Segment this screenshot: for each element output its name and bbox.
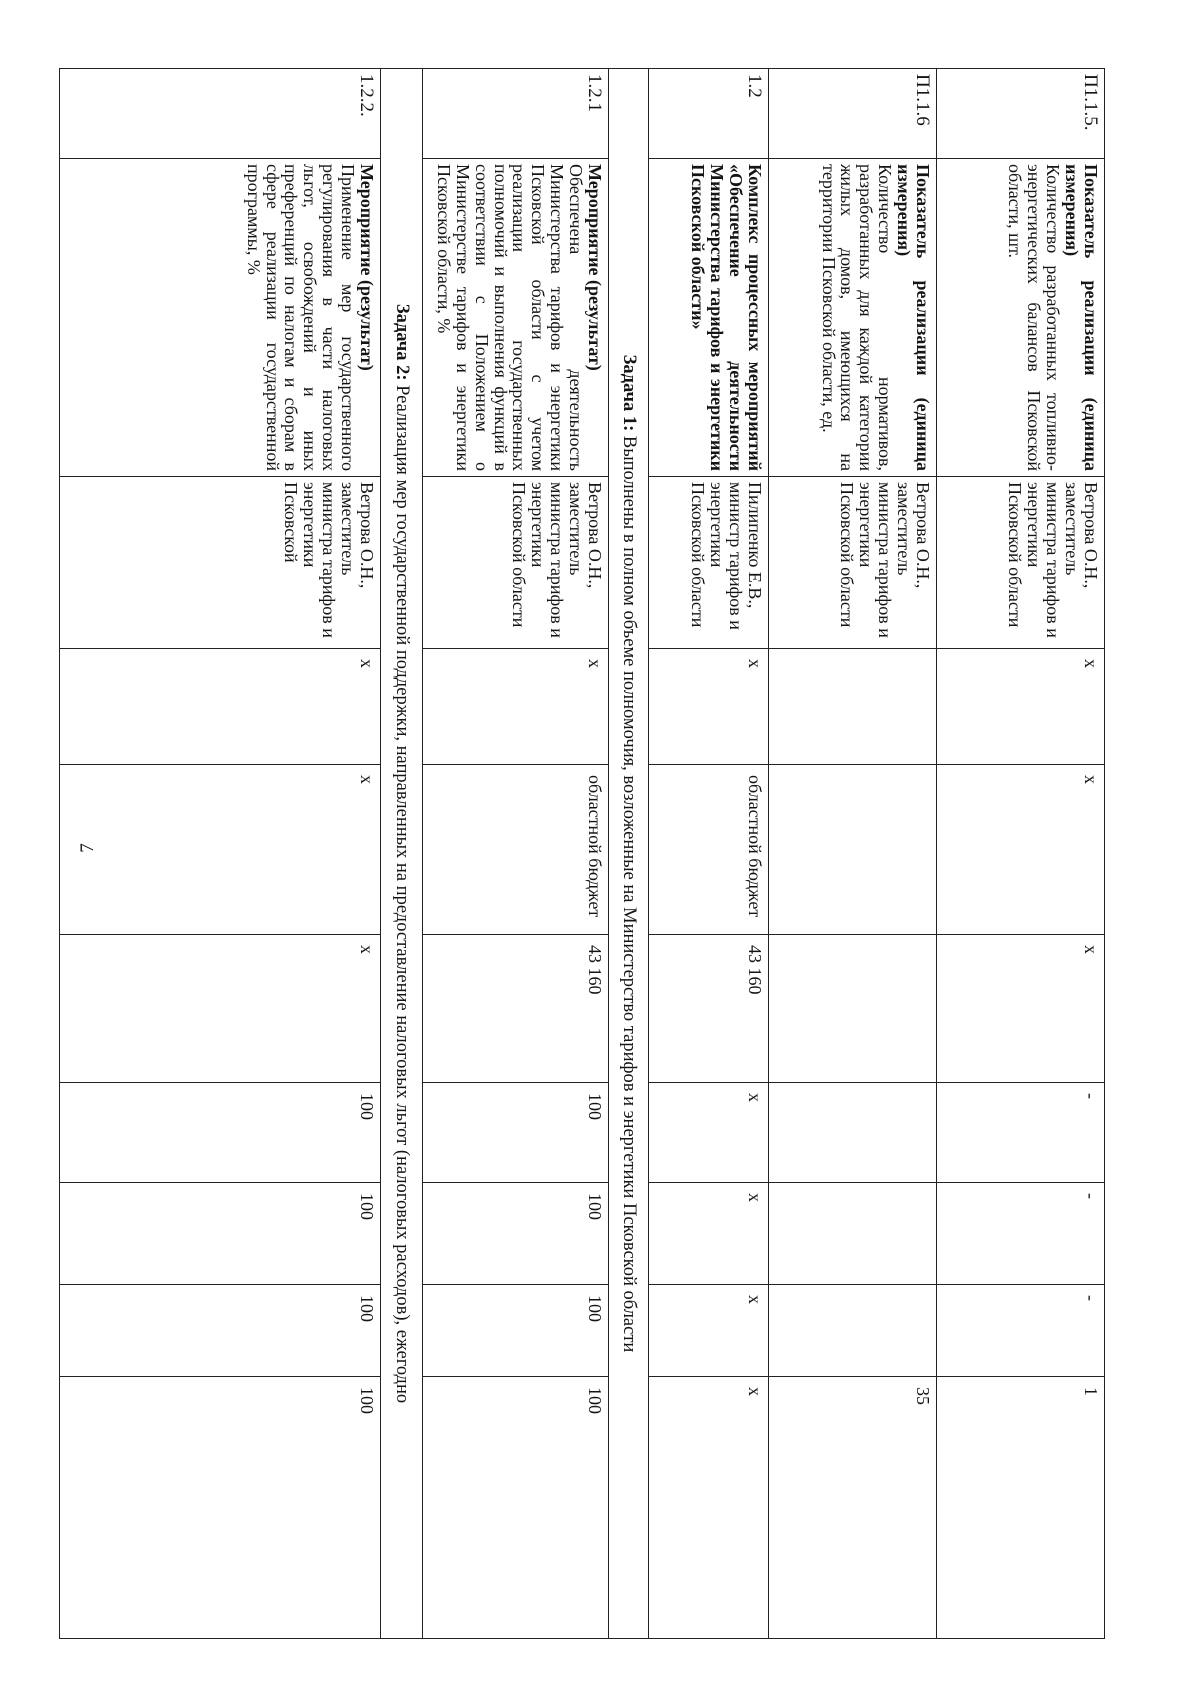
row-title: Комплекс процессных мероприятий «Обеспечение деятельности Министерства тарифов и энергетики Псковской области» [688,164,765,471]
cell-value: х [649,1083,769,1183]
cell-value [769,649,937,765]
row-description [937,159,1105,477]
table-row [937,69,1105,1639]
row-description [60,159,381,477]
cell-value: - [937,1083,1105,1183]
row-number: П1.1.5. [937,69,1105,159]
task-label: Задача 2: [392,303,413,381]
responsible-cell: Ветрова О.Н., заместитель министра тарифов и энергетики Псковской [60,477,381,649]
cell-value [769,935,937,1083]
cell-value [769,1285,937,1377]
cell-value: 100 [60,1285,381,1377]
cell-value [769,1083,937,1183]
cell-value: областной бюджет [649,765,769,935]
row-number: П1.1.6 [769,69,937,159]
cell-value: х [423,649,609,765]
cell-value: 100 [423,1285,609,1377]
cell-value: х [937,765,1105,935]
cell-value: - [937,1285,1105,1377]
row-description [769,159,937,477]
row-text: Количество разработанных топливно-энергетических балансов Псковской области, шт. [1005,164,1064,471]
cell-value: х [649,1183,769,1285]
table-row [60,69,381,1639]
task-label: Задача 1: [619,354,640,432]
cell-value: 100 [60,1183,381,1285]
cell-value: 35 [769,1377,937,1639]
cell-value: х [937,935,1105,1083]
row-title: Мероприятие (результат) [357,164,377,371]
row-number: 1.2.1 [423,69,609,159]
cell-value: 100 [423,1377,609,1639]
cell-value: х [649,1285,769,1377]
responsible-cell: Ветрова О.Н., заместитель министра тарифов и энергетики Псковской области [423,477,609,649]
cell-value: х [60,649,381,765]
row-text: Количество нормативов, разработанных для каждой категории жилых домов, имеющихся на территории Псковской области, ед. [818,164,896,471]
cell-value: 1 [937,1377,1105,1639]
row-title: Мероприятие (результат) [585,164,605,371]
task-row [381,69,423,1639]
row-number: 1.2 [649,69,769,159]
cell-value: 43 160 [423,935,609,1083]
document-table-rotated [60,68,1105,1578]
task-text: Реализация мер государственной поддержки, направленных на предоставление налоговых льгот (налоговых расходов), ежегодно [392,380,413,1404]
cell-value: 43 160 [649,935,769,1083]
row-title: Показатель реализации (единица измерения) [1062,164,1101,471]
program-table [59,68,1105,1639]
row-title: Показатель реализации (единица измерения) [894,164,933,471]
cell-value: 100 [60,1377,381,1639]
table-row [423,69,609,1639]
cell-value: х [649,649,769,765]
responsible-cell: Ветрова О.Н., заместитель министра тарифов и энергетики Псковской области [937,477,1105,649]
table-row [769,69,937,1639]
task-row [609,69,649,1639]
task-text: Выполнены в полном объеме полномочия, возложенные на Министерство тарифов и энергетики Псковской области [619,431,640,1353]
page-number: 7 [77,843,98,853]
cell-value: 100 [423,1183,609,1285]
cell-value: - [937,1183,1105,1285]
cell-value: х [60,935,381,1083]
row-text: Обеспечена деятельность Министерства тарифов и энергетики Псковской области с учетом реализации государственных полномочий и выполнения функций в соответствии с Положением о Министерстве тарифов и энергетики Псковской области, % [433,164,587,471]
responsible-cell: Ветрова О.Н., заместитель министра тарифов и энергетики Псковской области [769,477,937,649]
row-text: Применение мер государственного регулирования в части налоговых льгот, освобождений и иных преференций по налогам и сборам в сфере реализации государственной программы, % [243,164,359,471]
cell-value: областной бюджет [423,765,609,935]
task-heading [381,69,423,1639]
row-description [423,159,609,477]
row-number: 1.2.2. [60,69,381,159]
cell-value: 100 [423,1083,609,1183]
cell-value: 100 [60,1083,381,1183]
cell-value: х [649,1377,769,1639]
table-row [649,69,769,1639]
cell-value [769,765,937,935]
task-heading [609,69,649,1639]
cell-value: х [937,649,1105,765]
cell-value: х [60,765,381,935]
responsible-cell: Пилипенко Е.В., министр тарифов и энергетики Псковской области [649,477,769,649]
row-description [649,159,769,477]
cell-value [769,1183,937,1285]
